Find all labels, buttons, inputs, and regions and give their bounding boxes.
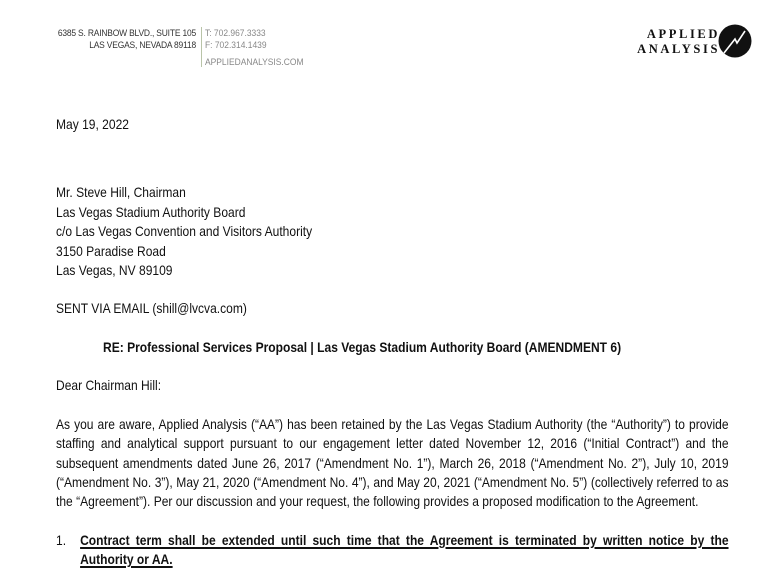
rising-line-circle-icon [718, 24, 752, 58]
recipient-address [56, 183, 635, 281]
recipient-care-of: c/o Las Vegas Convention and Visitors Authority [56, 223, 313, 239]
list-item [56, 531, 729, 570]
letterhead-address [52, 27, 196, 51]
phone-number: T: 702.967.3333 [205, 28, 266, 38]
body-paragraph: As you are aware, Applied Analysis (“AA”) has been retained by the Las Vegas Stadium Authority (the “Authority”) to provide staffing and analytical support pursuant to our engagement letter dated November 12, 2016 (“Initial Contract”) and the subsequent amendments dated June 26, 2017 (“Amendment No. 1”), March 26, 2018 (“Amendment No. 2”), July 10, 2019 (“Amendment No. 3”), May 21, 2020 (“Amendment No. 4”), and May 20, 2021 (“Amendment No. 5”) (collectively referred to as the “Agreement”). Per our discussion and your request, the following provides a proposed modification to the Agreement. [56, 416, 729, 510]
recipient-city: Las Vegas, NV 89109 [56, 262, 173, 278]
logo-wordmark [636, 27, 720, 57]
salutation: Dear Chairman Hill: [56, 377, 162, 393]
fax-number: F: 702.314.1439 [205, 40, 267, 50]
recipient-organization: Las Vegas Stadium Authority Board [56, 203, 246, 220]
logo-line-2: ANALYSIS [637, 42, 720, 56]
recipient-street: 3150 Paradise Road [56, 242, 166, 259]
company-logo [630, 24, 755, 64]
letterhead-contact [205, 27, 303, 68]
website-link[interactable]: APPLIEDANALYSIS.COM [205, 57, 304, 67]
subject-line: RE: Professional Services Proposal | Las Vegas Stadium Authority Board (AMENDMENT 6) [103, 339, 622, 355]
logo-line-1: APPLIED [646, 27, 720, 41]
letterhead-divider [201, 27, 202, 67]
recipient-name: Mr. Steve Hill, Chairman [56, 184, 186, 200]
list-item-text: Contract term shall be extended until such time that the Agreement is terminated by written notice by the Authority or AA. [80, 532, 729, 568]
address-line-2: LAS VEGAS, NEVADA 89118 [89, 40, 196, 50]
list-item-number: 1. [56, 532, 67, 548]
letter-date: May 19, 2022 [56, 116, 129, 132]
sent-via-email: SENT VIA EMAIL (shill@lvcva.com) [56, 300, 247, 316]
address-line-1: 6385 S. RAINBOW BLVD., SUITE 105 [57, 28, 196, 38]
